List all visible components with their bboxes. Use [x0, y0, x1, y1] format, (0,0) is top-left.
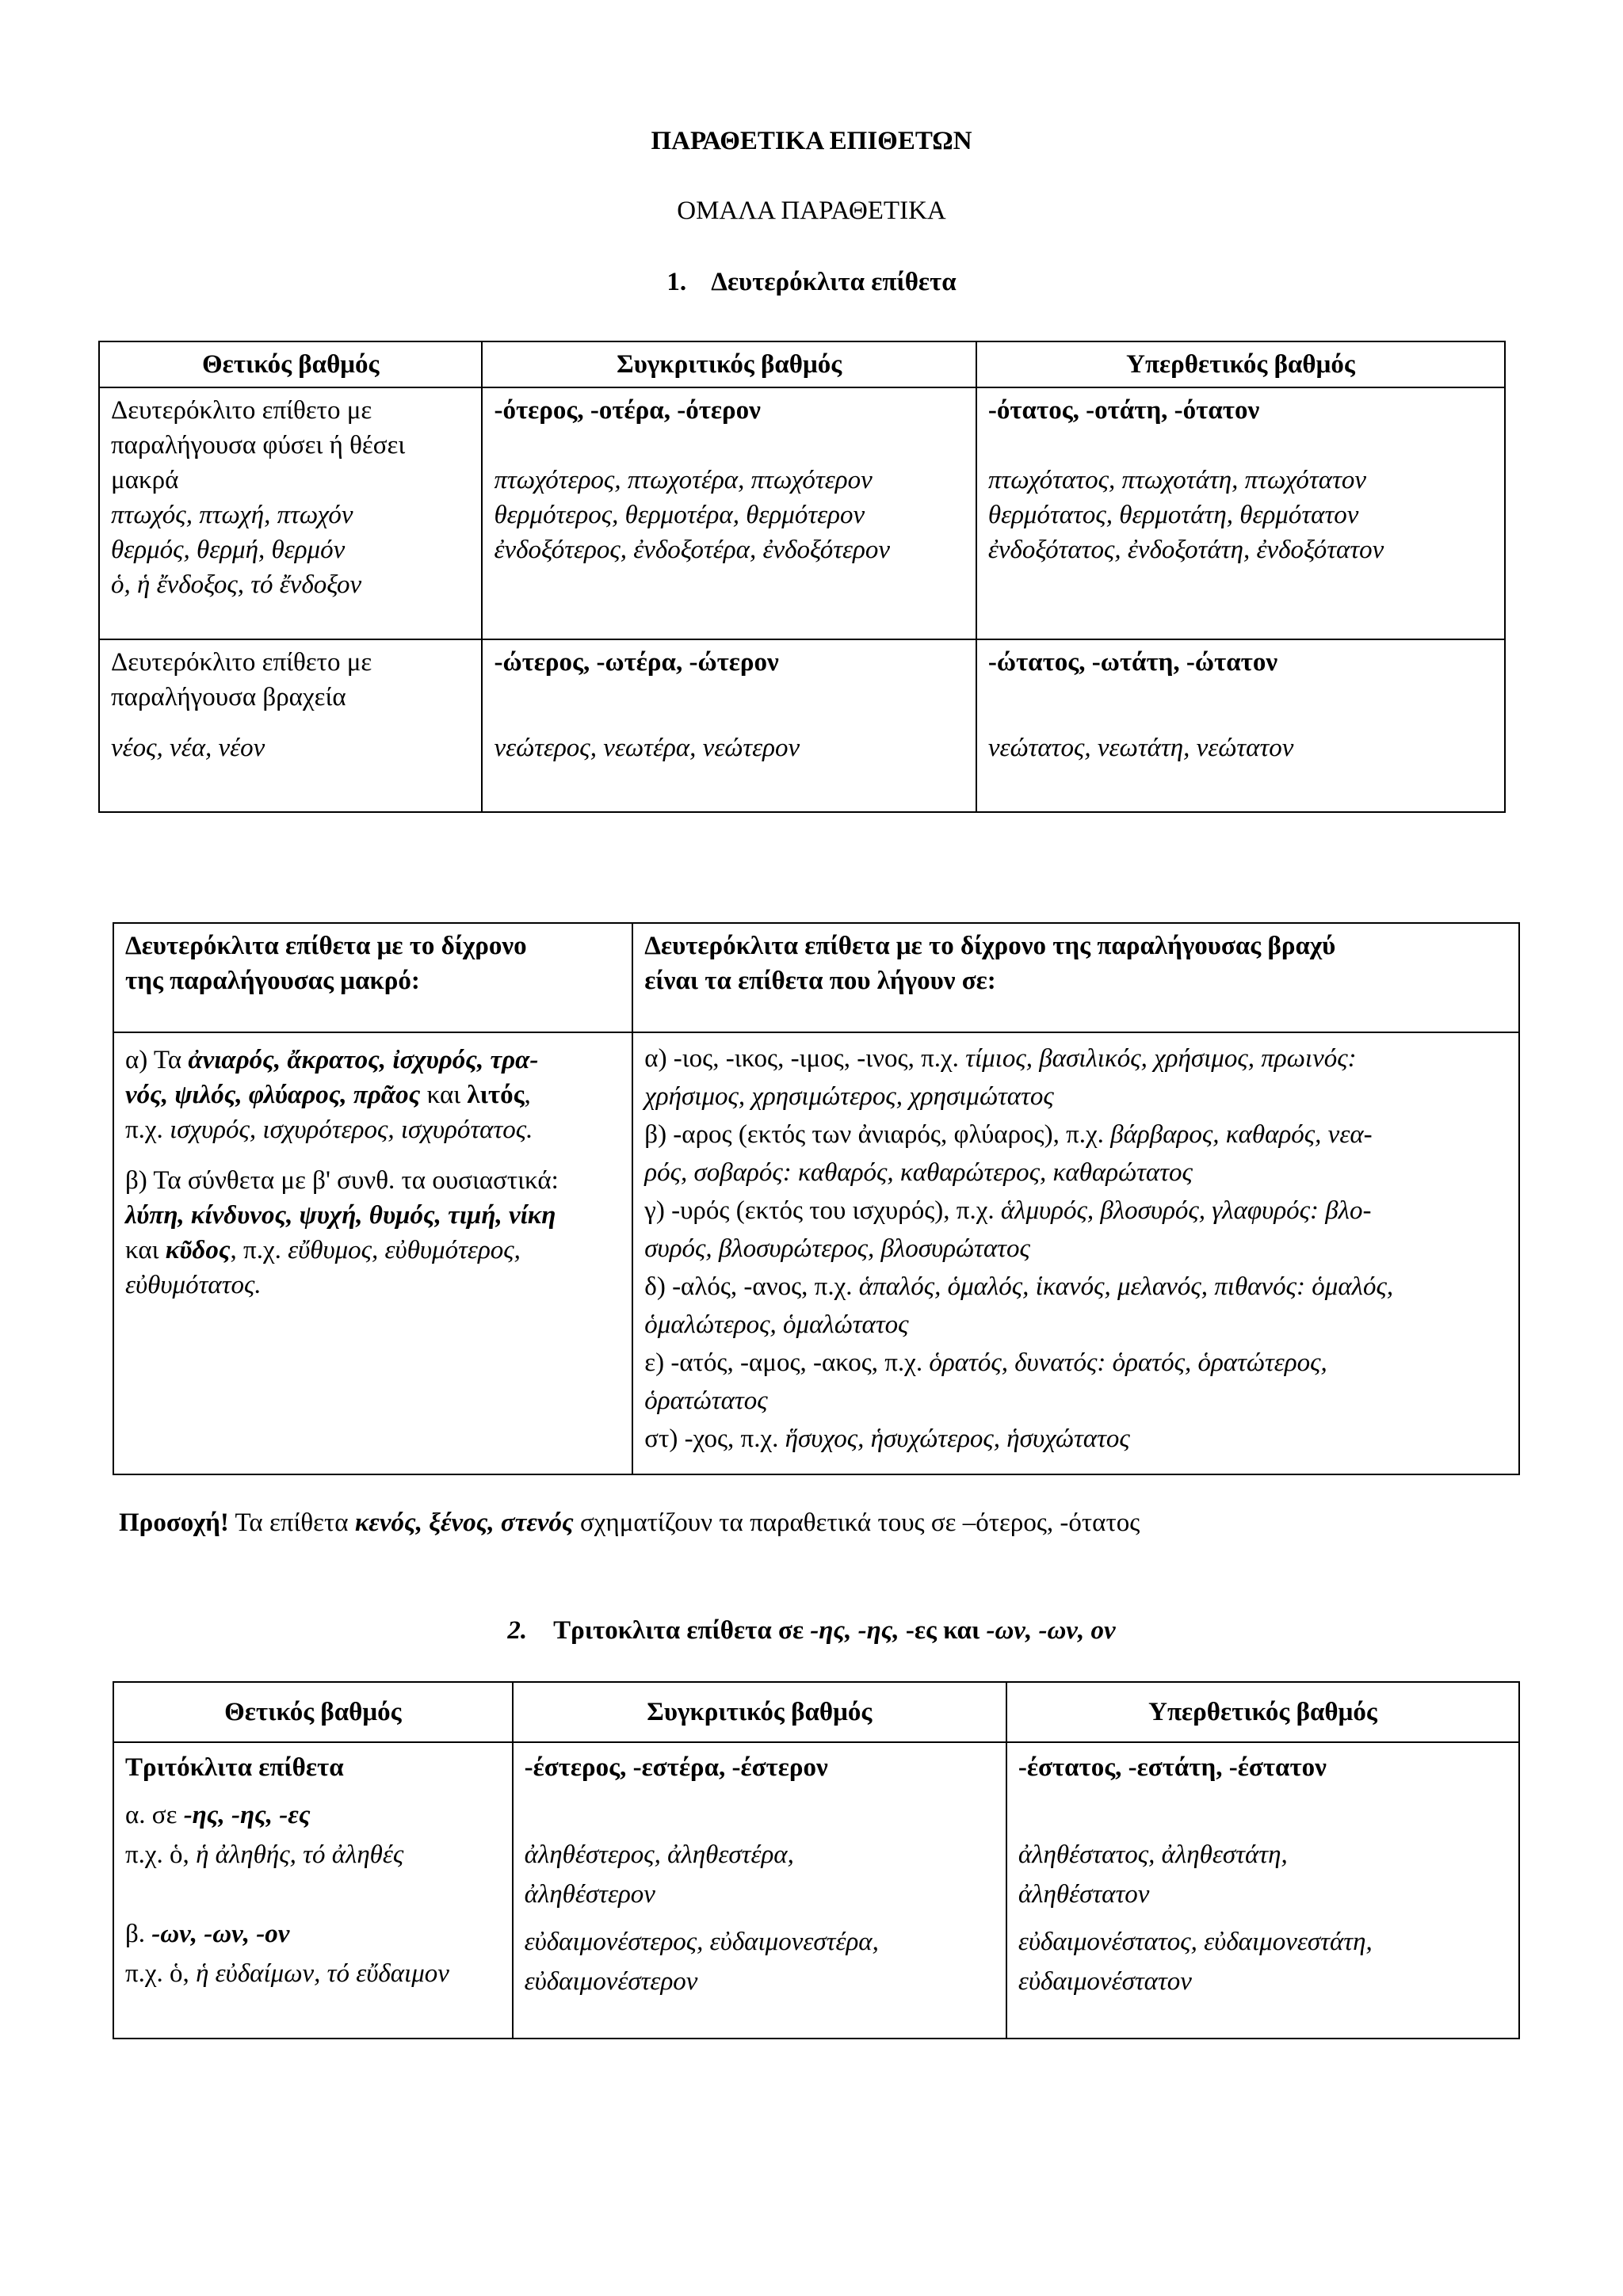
- cell-text: παραλήγουσα βραχεία: [111, 683, 346, 711]
- cell-text: , π.χ.: [230, 1236, 281, 1264]
- example-text: εὔθυμος, εὐθυμότερος,: [288, 1236, 521, 1264]
- word-list: ἀνιαρός, ἄκρατος, ἰσχυρός, τρα-: [188, 1046, 539, 1074]
- ending-text: -ώτερος, -ωτέρα, -ώτερον: [494, 648, 779, 677]
- cell-text: β) -αρος (εκτός των ἀνιαρός, φλύαρος), π.χ.: [644, 1120, 1104, 1149]
- superlative-cell: [976, 387, 1505, 639]
- col-header-superlative: Υπερθετικός βαθμός: [976, 341, 1505, 387]
- ending-text: -έστατος, -εστάτη, -έστατον: [1018, 1753, 1327, 1782]
- ending-text: -ώτατος, -ωτάτη, -ώτατον: [987, 648, 1278, 677]
- header-text: είναι τα επίθετα που λήγουν σε:: [644, 967, 996, 995]
- long-dichronic-header: [113, 923, 632, 1032]
- cell-text: Δευτερόκλιτο επίθετο με: [111, 648, 372, 677]
- second-declension-table: [98, 341, 1506, 813]
- example-text: ἀληθέστερος, ἀληθεστέρα,: [524, 1840, 794, 1869]
- word-list: λύπη, κίνδυνος, ψυχή, θυμός, τιμή, νίκη: [125, 1201, 556, 1230]
- third-declension-table: [113, 1681, 1520, 2039]
- positive-cell: [99, 639, 482, 812]
- example-text: θερμός, θερμή, θερμόν: [111, 536, 346, 564]
- example-text: πτωχότατος, πτωχοτάτη, πτωχότατον: [987, 466, 1367, 494]
- header-text: Δευτερόκλιτα επίθετα με το δίχρονο: [125, 932, 527, 960]
- ending-text: -ότερος, -οτέρα, -ότερον: [494, 396, 761, 425]
- cell-text: π.χ. ὁ,: [125, 1840, 189, 1869]
- col-header-comparative: Συγκριτικός βαθμός: [513, 1682, 1006, 1742]
- positive-cell: [113, 1742, 513, 2039]
- example-text: θερμότατος, θερμοτάτη, θερμότατον: [987, 501, 1359, 529]
- word-list: νός, ψιλός, φλύαρος, πρᾶος: [125, 1081, 421, 1109]
- section-1-heading: [0, 268, 1623, 297]
- cell-text: α) Τα: [125, 1046, 182, 1074]
- table-row: [113, 1032, 1519, 1474]
- example-text: ἀληθέστατον: [1018, 1880, 1150, 1909]
- long-dichronic-cell: [113, 1032, 632, 1474]
- section-2-endings: -ων, -ων, ον: [986, 1616, 1116, 1645]
- cell-text: στ) -χος, π.χ.: [644, 1425, 779, 1453]
- note-text: σχηματίζουν τα παραθετικά τους σε –ότερος, -ότατος: [573, 1508, 1140, 1537]
- cell-heading: Τριτόκλιτα επίθετα: [125, 1753, 344, 1782]
- endings-text: -ων, -ων, -ον: [151, 1920, 290, 1948]
- cell-text: και: [426, 1081, 461, 1109]
- superlative-cell: [1006, 1742, 1519, 2039]
- cell-text: και: [125, 1236, 159, 1264]
- table-row: [113, 1742, 1519, 2039]
- ending-text: -έστερος, -εστέρα, -έστερον: [524, 1753, 828, 1782]
- example-text: θερμότερος, θερμοτέρα, θερμότερον: [494, 501, 865, 529]
- example-text: ὁρατώτατος: [644, 1386, 768, 1415]
- word-list: κῦδος: [165, 1236, 231, 1264]
- example-text: ἀληθέστατος, ἀληθεστάτη,: [1018, 1840, 1288, 1869]
- section-2-heading: [0, 1616, 1623, 1646]
- endings-text: -ης, -ης, -ες: [183, 1801, 311, 1829]
- example-text: εὐδαιμονέστατος, εὐδαιμονεστάτη,: [1018, 1928, 1373, 1956]
- example-text: εὐδαιμονέστερος, εὐδαιμονεστέρα,: [524, 1928, 879, 1956]
- cell-text: α. σε: [125, 1801, 178, 1829]
- comparative-cell: [482, 387, 976, 639]
- example-text: εὐθυμότατος.: [125, 1271, 262, 1299]
- cell-text: Δευτερόκλιτο επίθετο με: [111, 396, 372, 425]
- cell-text: ,: [524, 1081, 531, 1109]
- table-row: [99, 639, 1505, 812]
- section-1-title: Δευτερόκλιτα επίθετα: [711, 268, 957, 296]
- word-list: λιτός: [467, 1081, 525, 1109]
- positive-cell: [99, 387, 482, 639]
- cell-text: δ) -αλός, -ανος, π.χ.: [644, 1272, 853, 1301]
- example-text: πτωχός, πτωχή, πτωχόν: [111, 501, 353, 529]
- example-text: ὁμαλώτερος, ὁμαλώτατος: [644, 1310, 909, 1339]
- short-dichronic-header: [632, 923, 1519, 1032]
- note-words: κενός, ξένος, στενός: [354, 1508, 574, 1537]
- cell-text: β) Τα σύνθετα με β' συνθ. τα ουσιαστικά:: [125, 1166, 559, 1195]
- example-text: βάρβαρος, καθαρός, νεα-: [1110, 1120, 1373, 1149]
- example-text: χρήσιμος, χρησιμώτερος, χρησιμώτατος: [644, 1082, 1054, 1111]
- dichronic-vowel-table: [113, 922, 1520, 1475]
- section-2-title: Τριτοκλιτα επίθετα σε: [553, 1616, 811, 1645]
- section-1-number: 1.: [666, 268, 687, 296]
- cell-text: π.χ. ὁ,: [125, 1959, 189, 1988]
- table-row: [99, 387, 1505, 639]
- example-text: ἁλμυρός, βλοσυρός, γλαφυρός: βλο-: [1000, 1196, 1372, 1225]
- cell-text: μακρά: [111, 466, 179, 494]
- comparative-cell: [482, 639, 976, 812]
- col-header-positive: Θετικός βαθμός: [113, 1682, 513, 1742]
- section-2-title: -ες και: [899, 1616, 987, 1645]
- col-header-positive: Θετικός βαθμός: [99, 341, 482, 387]
- col-header-comparative: Συγκριτικός βαθμός: [482, 341, 976, 387]
- cell-text: α) -ιος, -ικος, -ιμος, -ινος, π.χ.: [644, 1044, 959, 1073]
- section-2-endings: -ης, -ης,: [810, 1616, 899, 1645]
- header-text: Δευτερόκλιτα επίθετα με το δίχρονο της παραλήγουσας βραχύ: [644, 932, 1336, 960]
- example-text: ἡ ἀληθής, τό ἀληθές: [196, 1840, 404, 1869]
- example-text: πτωχότερος, πτωχοτέρα, πτωχότερον: [494, 466, 873, 494]
- example-text: τίμιος, βασιλικός, χρήσιμος, πρωινός:: [965, 1044, 1357, 1073]
- note-text: Τα επίθετα: [228, 1508, 355, 1537]
- example-text: εὐδαιμονέστατον: [1018, 1967, 1192, 1996]
- example-text: συρός, βλοσυρώτερος, βλοσυρώτατος: [644, 1234, 1030, 1263]
- example-text: νέος, νέα, νέον: [111, 734, 265, 762]
- example-text: ἀληθέστερον: [524, 1880, 655, 1909]
- attention-note: [119, 1508, 1140, 1538]
- example-text: νεώτατος, νεωτάτη, νεώτατον: [987, 734, 1294, 762]
- short-dichronic-cell: [632, 1032, 1519, 1474]
- table-header-row: [113, 1682, 1519, 1742]
- example-text: ὁρατός, δυνατός: ὁρατός, ὁρατώτερος,: [929, 1348, 1327, 1377]
- example-text: ἐνδοξότερος, ἐνδοξοτέρα, ἐνδοξότερον: [494, 536, 890, 564]
- example-text: εὐδαιμονέστερον: [524, 1967, 698, 1996]
- example-text: ρός, σοβαρός: καθαρός, καθαρώτερος, καθαρώτατος: [644, 1158, 1193, 1187]
- example-text: ισχυρός, ισχυρότερος, ισχυρότατος.: [170, 1116, 533, 1144]
- cell-text: παραλήγουσα φύσει ή θέσει: [111, 431, 406, 460]
- col-header-superlative: Υπερθετικός βαθμός: [1006, 1682, 1519, 1742]
- example-text: ἥσυχος, ἡσυχώτερος, ἡσυχώτατος: [785, 1425, 1130, 1453]
- ending-text: -ότατος, -οτάτη, -ότατον: [987, 396, 1260, 425]
- note-label: Προσοχή!: [119, 1508, 229, 1537]
- example-text: ἐνδοξότατος, ἐνδοξοτάτη, ἐνδοξότατον: [987, 536, 1384, 564]
- table-header-row: [113, 923, 1519, 1032]
- example-text: ἁπαλός, ὁμαλός, ἱκανός, μελανός, πιθανός: ὁμαλός,: [858, 1272, 1394, 1301]
- cell-text: γ) -υρός (εκτός του ισχυρός), π.χ.: [644, 1196, 995, 1225]
- cell-text: β.: [125, 1920, 146, 1948]
- table-header-row: [99, 341, 1505, 387]
- document-subtitle: ΟΜΑΛΑ ΠΑΡΑΘΕΤΙΚΑ: [677, 196, 946, 225]
- example-text: ὁ, ἡ ἔνδοξος, τό ἔνδοξον: [111, 570, 362, 599]
- example-text: ἡ εὐδαίμων, τό εὔδαιμον: [196, 1959, 449, 1988]
- section-2-number: 2.: [507, 1616, 528, 1645]
- document-title: ΠΑΡΑΘΕΤΙΚΑ ΕΠΙΘΕΤΩΝ: [651, 127, 972, 155]
- header-text: της παραλήγουσας μακρό:: [125, 967, 420, 995]
- cell-text: π.χ.: [125, 1116, 163, 1144]
- comparative-cell: [513, 1742, 1006, 2039]
- cell-text: ε) -ατός, -αμος, -ακος, π.χ.: [644, 1348, 923, 1377]
- example-text: νεώτερος, νεωτέρα, νεώτερον: [494, 734, 800, 762]
- superlative-cell: [976, 639, 1505, 812]
